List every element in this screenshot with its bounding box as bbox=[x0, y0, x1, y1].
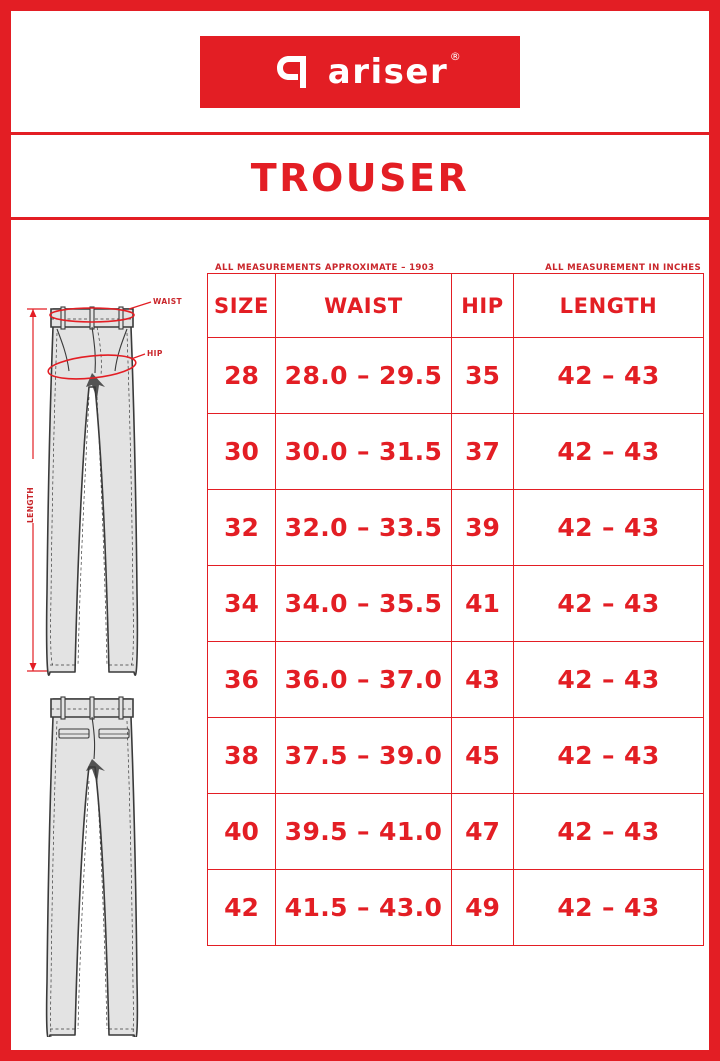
cell-size: 28 bbox=[208, 338, 276, 414]
logo-band bbox=[11, 11, 709, 135]
cell-hip: 45 bbox=[452, 718, 514, 794]
cell-hip: 35 bbox=[452, 338, 514, 414]
length-measure-annotation bbox=[26, 309, 47, 671]
cell-hip: 47 bbox=[452, 794, 514, 870]
cell-waist: 36.0 – 37.0 bbox=[276, 642, 452, 718]
cell-waist: 41.5 – 43.0 bbox=[276, 870, 452, 946]
table-row bbox=[208, 414, 704, 490]
cell-size: 40 bbox=[208, 794, 276, 870]
cell-waist: 34.0 – 35.5 bbox=[276, 566, 452, 642]
header-size: SIZE bbox=[208, 274, 276, 338]
cell-waist: 30.0 – 31.5 bbox=[276, 414, 452, 490]
header-hip: HIP bbox=[452, 274, 514, 338]
ariser-monogram-icon bbox=[272, 49, 318, 95]
registered-mark: ® bbox=[449, 49, 463, 63]
cell-size: 32 bbox=[208, 490, 276, 566]
header-length: LENGTH bbox=[514, 274, 704, 338]
waist-label: WAIST bbox=[153, 297, 183, 306]
hip-label: HIP bbox=[147, 349, 163, 358]
title-band bbox=[11, 138, 709, 220]
length-label: LENGTH bbox=[26, 487, 35, 523]
table-row bbox=[208, 870, 704, 946]
table-row bbox=[208, 566, 704, 642]
cell-length: 42 – 43 bbox=[514, 642, 704, 718]
garment-illustrations bbox=[17, 247, 207, 1037]
cell-size: 36 bbox=[208, 642, 276, 718]
cell-waist: 37.5 – 39.0 bbox=[276, 718, 452, 794]
cell-hip: 49 bbox=[452, 870, 514, 946]
cell-length: 42 – 43 bbox=[514, 718, 704, 794]
cell-waist: 28.0 – 29.5 bbox=[276, 338, 452, 414]
size-table bbox=[207, 273, 704, 946]
cell-waist: 32.0 – 33.5 bbox=[276, 490, 452, 566]
cell-length: 42 – 43 bbox=[514, 870, 704, 946]
cell-length: 42 – 43 bbox=[514, 338, 704, 414]
brand-name-text: ariser bbox=[327, 51, 449, 92]
cell-length: 42 – 43 bbox=[514, 566, 704, 642]
size-table-section bbox=[207, 247, 703, 946]
table-row bbox=[208, 718, 704, 794]
cell-length: 42 – 43 bbox=[514, 490, 704, 566]
table-row bbox=[208, 642, 704, 718]
cell-size: 30 bbox=[208, 414, 276, 490]
cell-hip: 41 bbox=[452, 566, 514, 642]
note-right: ALL MEASUREMENT IN INCHES bbox=[545, 263, 701, 273]
cell-hip: 37 bbox=[452, 414, 514, 490]
cell-size: 42 bbox=[208, 870, 276, 946]
header-waist: WAIST bbox=[276, 274, 452, 338]
cell-length: 42 – 43 bbox=[514, 794, 704, 870]
cell-size: 38 bbox=[208, 718, 276, 794]
content-area bbox=[11, 221, 709, 1052]
brand-logo bbox=[200, 36, 520, 108]
cell-hip: 43 bbox=[452, 642, 514, 718]
cell-size: 34 bbox=[208, 566, 276, 642]
cell-waist: 39.5 – 41.0 bbox=[276, 794, 452, 870]
table-header-row bbox=[208, 274, 704, 338]
page-title: TROUSER bbox=[250, 155, 470, 200]
trouser-back-illustration bbox=[47, 697, 138, 1037]
brand-name bbox=[327, 49, 463, 92]
notes-row bbox=[207, 247, 703, 273]
cell-length: 42 – 43 bbox=[514, 414, 704, 490]
table-row bbox=[208, 490, 704, 566]
cell-hip: 39 bbox=[452, 490, 514, 566]
table-row bbox=[208, 338, 704, 414]
note-left: ALL MEASUREMENTS APPROXIMATE – 1903 bbox=[215, 263, 435, 273]
table-row bbox=[208, 794, 704, 870]
